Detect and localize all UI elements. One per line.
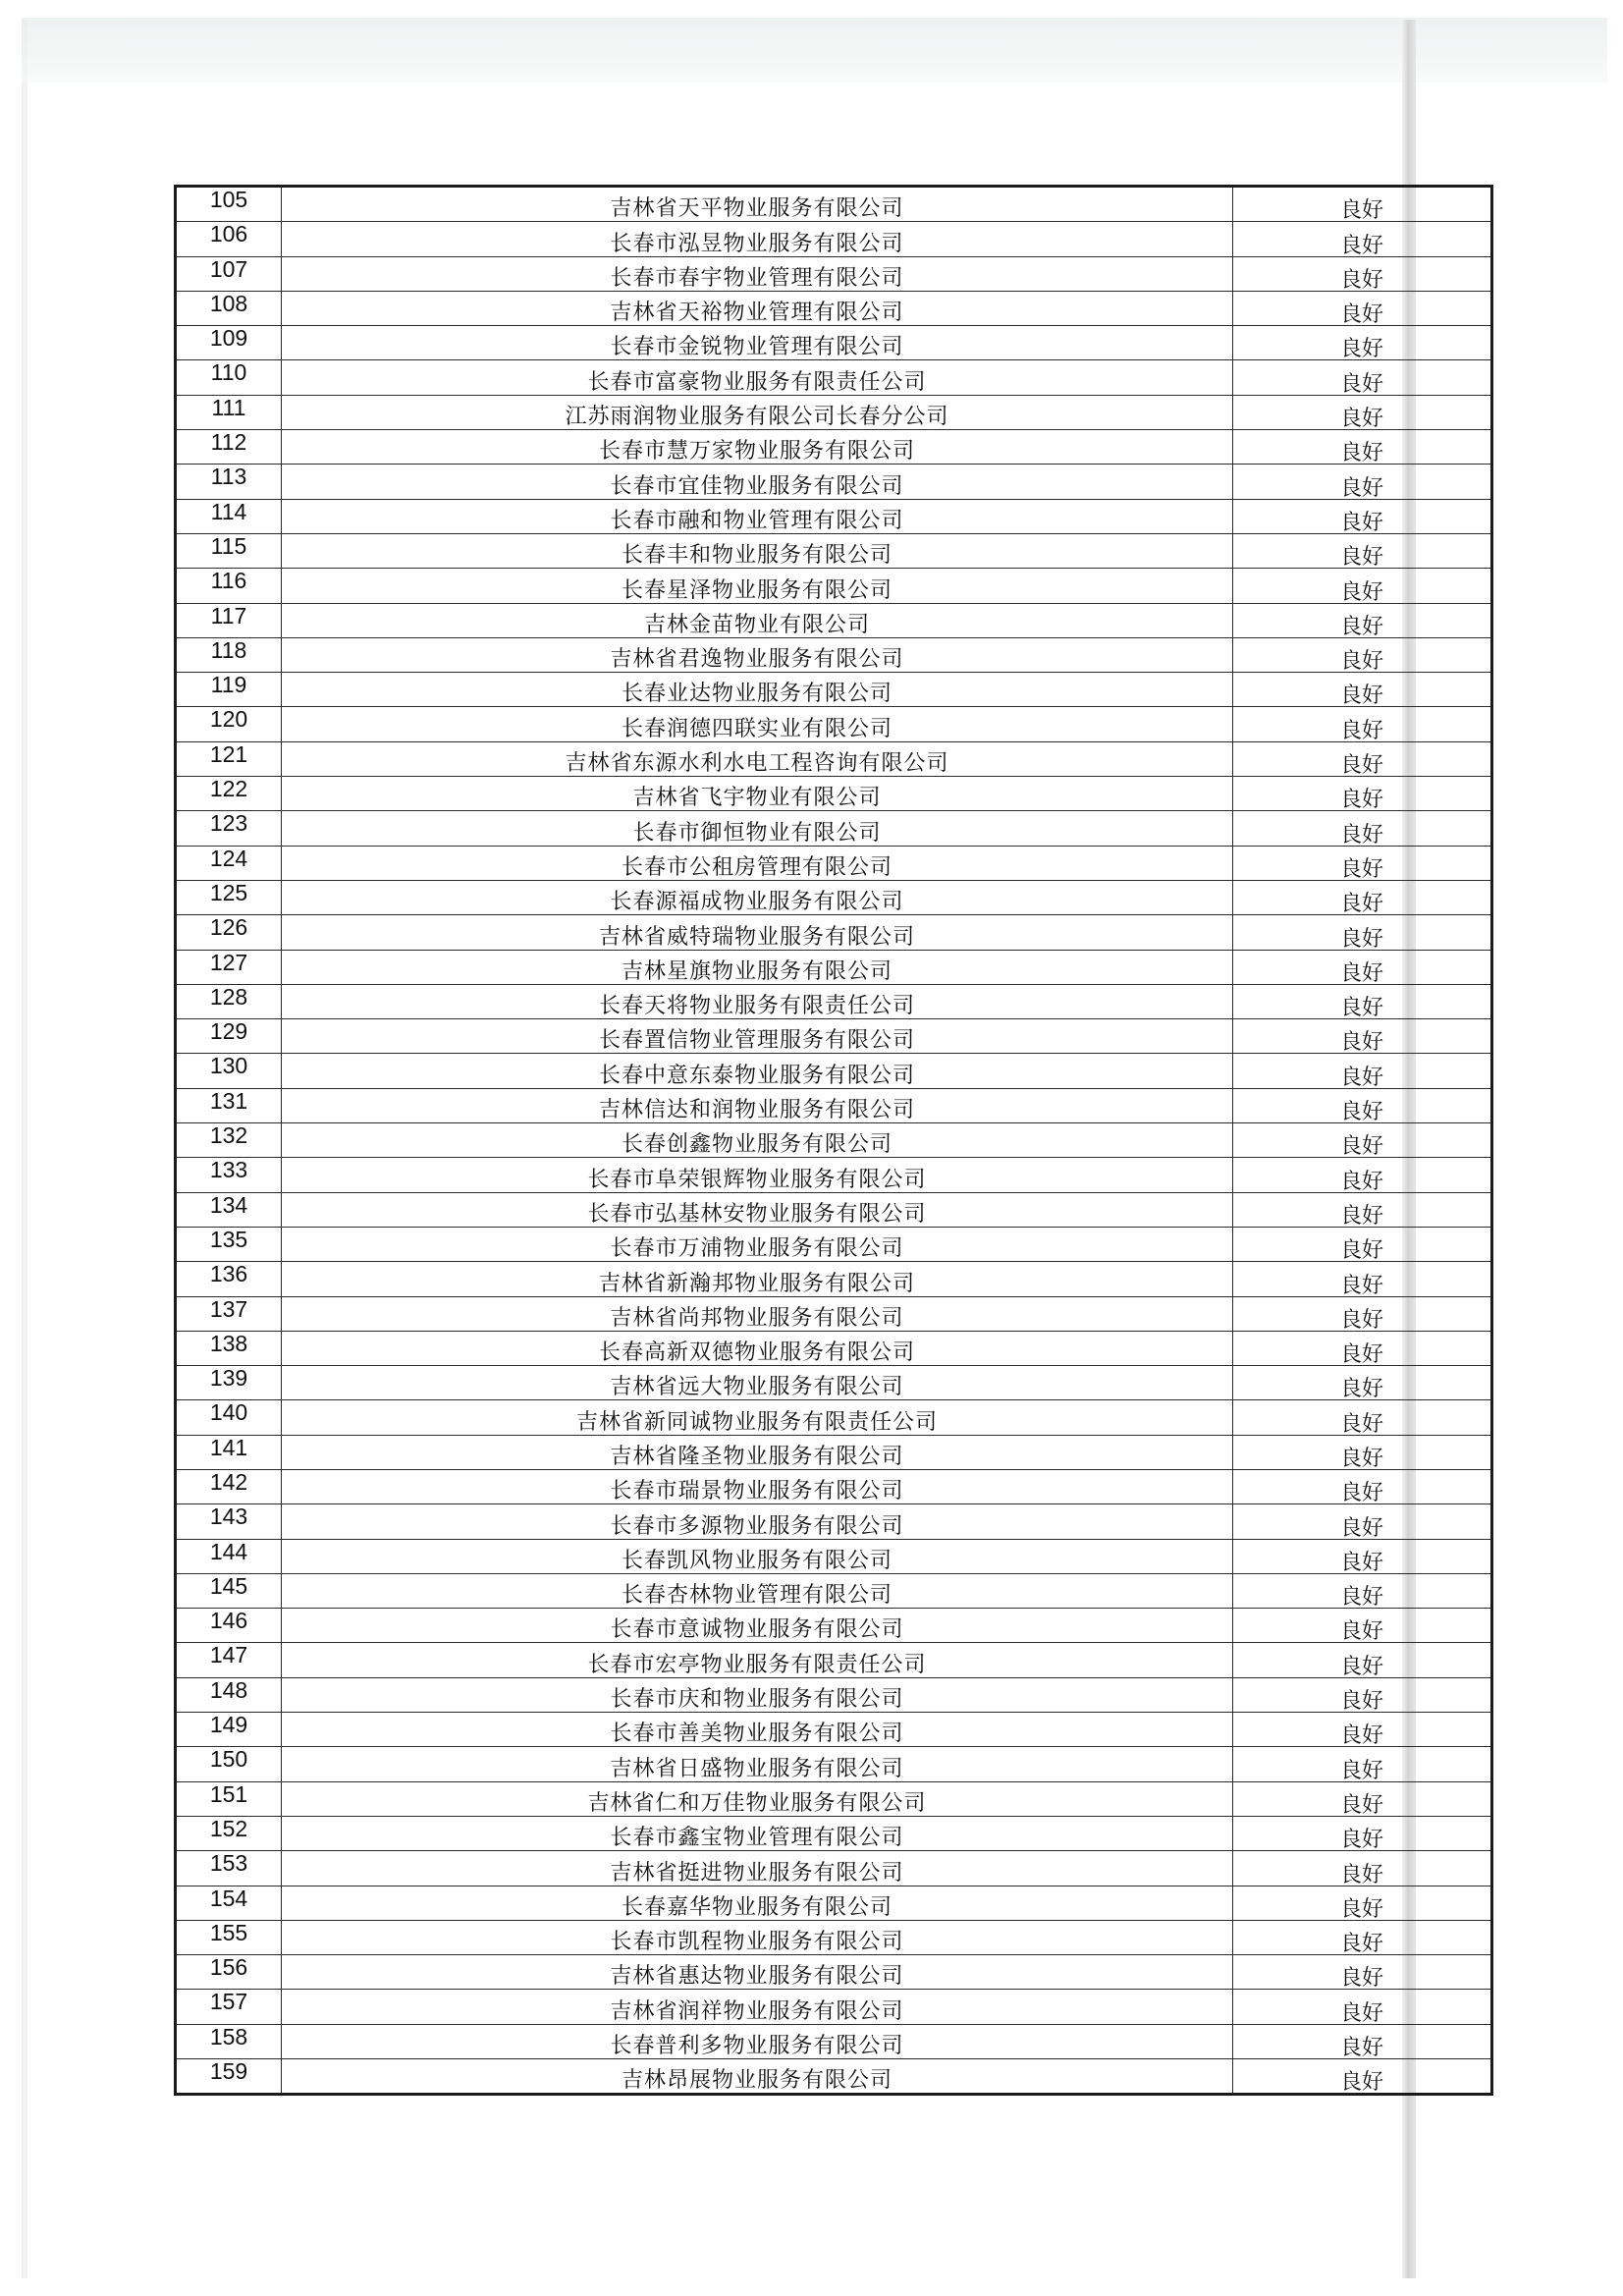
company-name: 长春市金锐物业管理有限公司	[282, 326, 1233, 360]
rating-value: 良好	[1233, 1227, 1492, 1261]
row-number: 117	[176, 603, 282, 637]
company-name: 长春市公租房管理有限公司	[282, 846, 1233, 880]
table-row	[176, 1504, 1492, 1539]
table-row	[176, 1851, 1492, 1886]
rating-value: 良好	[1233, 222, 1492, 256]
row-number: 153	[176, 1851, 282, 1886]
company-name: 长春市宜佳物业服务有限公司	[282, 465, 1233, 499]
company-name: 长春市富豪物业服务有限责任公司	[282, 360, 1233, 395]
company-name: 长春市凯程物业服务有限公司	[282, 1920, 1233, 1954]
rating-value: 良好	[1233, 499, 1492, 533]
table-row	[176, 1296, 1492, 1331]
table-row	[176, 1123, 1492, 1158]
row-number: 111	[176, 395, 282, 429]
row-number: 147	[176, 1643, 282, 1677]
table-row	[176, 637, 1492, 672]
rating-table	[174, 185, 1493, 2096]
rating-table-body	[176, 187, 1492, 2095]
rating-value: 良好	[1233, 569, 1492, 603]
row-number: 106	[176, 222, 282, 256]
rating-value: 良好	[1233, 603, 1492, 637]
table-row	[176, 707, 1492, 741]
company-name: 长春嘉华物业服务有限公司	[282, 1886, 1233, 1920]
table-row	[176, 2059, 1492, 2095]
table-row	[176, 1019, 1492, 1054]
row-number: 128	[176, 984, 282, 1018]
rating-value: 良好	[1233, 811, 1492, 846]
row-number: 140	[176, 1400, 282, 1435]
scan-top-shadow	[22, 18, 1607, 82]
row-number: 130	[176, 1054, 282, 1088]
table-row	[176, 1747, 1492, 1781]
table-row	[176, 291, 1492, 325]
row-number: 121	[176, 741, 282, 776]
scan-left-shadow	[22, 20, 27, 2278]
table-row	[176, 1088, 1492, 1122]
row-number: 146	[176, 1609, 282, 1643]
rating-value: 良好	[1233, 291, 1492, 325]
row-number: 134	[176, 1192, 282, 1227]
table-row	[176, 395, 1492, 429]
row-number: 114	[176, 499, 282, 533]
table-row	[176, 984, 1492, 1018]
rating-value: 良好	[1233, 187, 1492, 222]
table-row	[176, 1262, 1492, 1296]
company-name: 吉林省润祥物业服务有限公司	[282, 1990, 1233, 2024]
company-name: 长春凯风物业服务有限公司	[282, 1539, 1233, 1573]
row-number: 145	[176, 1573, 282, 1608]
table-row	[176, 430, 1492, 465]
rating-value: 良好	[1233, 1366, 1492, 1400]
table-row	[176, 256, 1492, 291]
table-row	[176, 1677, 1492, 1712]
rating-value: 良好	[1233, 533, 1492, 568]
table-row	[176, 360, 1492, 395]
rating-value: 良好	[1233, 465, 1492, 499]
company-name: 长春天将物业服务有限责任公司	[282, 984, 1233, 1018]
company-name: 吉林省挺进物业服务有限公司	[282, 1851, 1233, 1886]
table-row	[176, 673, 1492, 707]
company-name: 长春市融和物业管理有限公司	[282, 499, 1233, 533]
company-name: 长春星泽物业服务有限公司	[282, 569, 1233, 603]
table-row	[176, 465, 1492, 499]
table-row	[176, 777, 1492, 811]
rating-value: 良好	[1233, 915, 1492, 950]
company-name: 吉林省新同诚物业服务有限责任公司	[282, 1400, 1233, 1435]
table-row	[176, 1054, 1492, 1088]
table-row	[176, 1331, 1492, 1365]
company-name: 长春市鑫宝物业管理有限公司	[282, 1816, 1233, 1850]
row-number: 113	[176, 465, 282, 499]
row-number: 125	[176, 880, 282, 914]
rating-value: 良好	[1233, 1643, 1492, 1677]
rating-value: 良好	[1233, 950, 1492, 984]
rating-value: 良好	[1233, 741, 1492, 776]
row-number: 151	[176, 1781, 282, 1816]
rating-value: 良好	[1233, 1816, 1492, 1850]
rating-value: 良好	[1233, 1609, 1492, 1643]
company-name: 长春市慧万家物业服务有限公司	[282, 430, 1233, 465]
row-number: 123	[176, 811, 282, 846]
company-name: 吉林星旗物业服务有限公司	[282, 950, 1233, 984]
table-row	[176, 533, 1492, 568]
table-row	[176, 326, 1492, 360]
company-name: 长春市庆和物业服务有限公司	[282, 1677, 1233, 1712]
company-name: 吉林省远大物业服务有限公司	[282, 1366, 1233, 1400]
table-row	[176, 1816, 1492, 1850]
row-number: 119	[176, 673, 282, 707]
rating-value: 良好	[1233, 673, 1492, 707]
table-row	[176, 1539, 1492, 1573]
company-name: 吉林省飞宇物业有限公司	[282, 777, 1233, 811]
company-name: 吉林省东源水利水电工程咨询有限公司	[282, 741, 1233, 776]
row-number: 116	[176, 569, 282, 603]
row-number: 118	[176, 637, 282, 672]
rating-value: 良好	[1233, 360, 1492, 395]
rating-value: 良好	[1233, 1573, 1492, 1608]
company-name: 长春源福成物业服务有限公司	[282, 880, 1233, 914]
row-number: 131	[176, 1088, 282, 1122]
rating-value: 良好	[1233, 1539, 1492, 1573]
row-number: 139	[176, 1366, 282, 1400]
rating-value: 良好	[1233, 2059, 1492, 2095]
company-name: 长春置信物业管理服务有限公司	[282, 1019, 1233, 1054]
company-name: 吉林省尚邦物业服务有限公司	[282, 1296, 1233, 1331]
row-number: 107	[176, 256, 282, 291]
company-name: 长春市宏亭物业服务有限责任公司	[282, 1643, 1233, 1677]
company-name: 吉林省新瀚邦物业服务有限公司	[282, 1262, 1233, 1296]
row-number: 122	[176, 777, 282, 811]
table-row	[176, 1192, 1492, 1227]
company-name: 吉林省君逸物业服务有限公司	[282, 637, 1233, 672]
rating-value: 良好	[1233, 256, 1492, 291]
table-row	[176, 499, 1492, 533]
row-number: 135	[176, 1227, 282, 1261]
rating-value: 良好	[1233, 326, 1492, 360]
company-name: 长春市泓昱物业服务有限公司	[282, 222, 1233, 256]
company-name: 长春市弘基林安物业服务有限公司	[282, 1192, 1233, 1227]
rating-value: 良好	[1233, 880, 1492, 914]
company-name: 吉林省日盛物业服务有限公司	[282, 1747, 1233, 1781]
row-number: 154	[176, 1886, 282, 1920]
row-number: 158	[176, 2024, 282, 2058]
table-row	[176, 1400, 1492, 1435]
rating-value: 良好	[1233, 1019, 1492, 1054]
row-number: 152	[176, 1816, 282, 1850]
rating-value: 良好	[1233, 1990, 1492, 2024]
table-row	[176, 1227, 1492, 1261]
table-row	[176, 1158, 1492, 1192]
row-number: 110	[176, 360, 282, 395]
rating-value: 良好	[1233, 1781, 1492, 1816]
row-number: 159	[176, 2059, 282, 2095]
row-number: 108	[176, 291, 282, 325]
table-row	[176, 1713, 1492, 1747]
table-row	[176, 1990, 1492, 2024]
company-name: 长春市瑞景物业服务有限公司	[282, 1469, 1233, 1503]
rating-value: 良好	[1233, 984, 1492, 1018]
table-row	[176, 1886, 1492, 1920]
row-number: 120	[176, 707, 282, 741]
table-row	[176, 1469, 1492, 1503]
table-row	[176, 1435, 1492, 1469]
row-number: 112	[176, 430, 282, 465]
row-number: 148	[176, 1677, 282, 1712]
company-name: 长春市御恒物业有限公司	[282, 811, 1233, 846]
row-number: 129	[176, 1019, 282, 1054]
company-name: 吉林省惠达物业服务有限公司	[282, 1955, 1233, 1990]
table-row	[176, 846, 1492, 880]
rating-value: 良好	[1233, 1713, 1492, 1747]
table-row	[176, 2024, 1492, 2058]
company-name: 吉林省仁和万佳物业服务有限公司	[282, 1781, 1233, 1816]
row-number: 150	[176, 1747, 282, 1781]
rating-value: 良好	[1233, 1851, 1492, 1886]
table-row	[176, 1781, 1492, 1816]
rating-value: 良好	[1233, 1054, 1492, 1088]
company-name: 江苏雨润物业服务有限公司长春分公司	[282, 395, 1233, 429]
company-name: 长春业达物业服务有限公司	[282, 673, 1233, 707]
company-name: 长春杏林物业管理有限公司	[282, 1573, 1233, 1608]
rating-value: 良好	[1233, 1192, 1492, 1227]
table-row	[176, 950, 1492, 984]
row-number: 127	[176, 950, 282, 984]
row-number: 143	[176, 1504, 282, 1539]
rating-value: 良好	[1233, 1677, 1492, 1712]
row-number: 109	[176, 326, 282, 360]
row-number: 136	[176, 1262, 282, 1296]
row-number: 138	[176, 1331, 282, 1365]
table-row	[176, 1920, 1492, 1954]
rating-value: 良好	[1233, 1123, 1492, 1158]
rating-value: 良好	[1233, 1262, 1492, 1296]
table-row	[176, 569, 1492, 603]
rating-value: 良好	[1233, 1886, 1492, 1920]
company-name: 长春市春宇物业管理有限公司	[282, 256, 1233, 291]
table-row	[176, 222, 1492, 256]
rating-value: 良好	[1233, 1296, 1492, 1331]
row-number: 137	[176, 1296, 282, 1331]
rating-value: 良好	[1233, 637, 1492, 672]
rating-value: 良好	[1233, 2024, 1492, 2058]
row-number: 144	[176, 1539, 282, 1573]
table-row	[176, 1573, 1492, 1608]
rating-value: 良好	[1233, 1400, 1492, 1435]
row-number: 149	[176, 1713, 282, 1747]
rating-value: 良好	[1233, 1331, 1492, 1365]
rating-value: 良好	[1233, 430, 1492, 465]
company-name: 吉林省隆圣物业服务有限公司	[282, 1435, 1233, 1469]
rating-value: 良好	[1233, 1504, 1492, 1539]
company-name: 长春润德四联实业有限公司	[282, 707, 1233, 741]
row-number: 126	[176, 915, 282, 950]
table-row	[176, 187, 1492, 222]
company-name: 长春高新双德物业服务有限公司	[282, 1331, 1233, 1365]
row-number: 132	[176, 1123, 282, 1158]
company-name: 吉林省天裕物业管理有限公司	[282, 291, 1233, 325]
rating-value: 良好	[1233, 1088, 1492, 1122]
company-name: 长春市阜荣银辉物业服务有限公司	[282, 1158, 1233, 1192]
company-name: 吉林省威特瑞物业服务有限公司	[282, 915, 1233, 950]
row-number: 156	[176, 1955, 282, 1990]
company-name: 长春普利多物业服务有限公司	[282, 2024, 1233, 2058]
rating-value: 良好	[1233, 846, 1492, 880]
row-number: 142	[176, 1469, 282, 1503]
rating-value: 良好	[1233, 1435, 1492, 1469]
table-row	[176, 880, 1492, 914]
table-row	[176, 811, 1492, 846]
rating-value: 良好	[1233, 1955, 1492, 1990]
company-name: 长春创鑫物业服务有限公司	[282, 1123, 1233, 1158]
row-number: 124	[176, 846, 282, 880]
row-number: 133	[176, 1158, 282, 1192]
row-number: 157	[176, 1990, 282, 2024]
table-row	[176, 1609, 1492, 1643]
company-name: 长春市意诚物业服务有限公司	[282, 1609, 1233, 1643]
company-name: 长春市善美物业服务有限公司	[282, 1713, 1233, 1747]
company-name: 长春丰和物业服务有限公司	[282, 533, 1233, 568]
rating-value: 良好	[1233, 777, 1492, 811]
company-name: 长春中意东泰物业服务有限公司	[282, 1054, 1233, 1088]
table-row	[176, 603, 1492, 637]
company-name: 吉林昂展物业服务有限公司	[282, 2059, 1233, 2095]
company-name: 长春市万浦物业服务有限公司	[282, 1227, 1233, 1261]
row-number: 155	[176, 1920, 282, 1954]
rating-value: 良好	[1233, 707, 1492, 741]
row-number: 105	[176, 187, 282, 222]
rating-value: 良好	[1233, 395, 1492, 429]
company-name: 吉林金苗物业有限公司	[282, 603, 1233, 637]
table-row	[176, 1643, 1492, 1677]
table-row	[176, 915, 1492, 950]
company-name: 吉林信达和润物业服务有限公司	[282, 1088, 1233, 1122]
table-row	[176, 1955, 1492, 1990]
rating-value: 良好	[1233, 1747, 1492, 1781]
rating-value: 良好	[1233, 1158, 1492, 1192]
rating-value: 良好	[1233, 1469, 1492, 1503]
row-number: 141	[176, 1435, 282, 1469]
rating-value: 良好	[1233, 1920, 1492, 1954]
company-name: 长春市多源物业服务有限公司	[282, 1504, 1233, 1539]
row-number: 115	[176, 533, 282, 568]
company-name: 吉林省天平物业服务有限公司	[282, 187, 1233, 222]
table-row	[176, 1366, 1492, 1400]
table-row	[176, 741, 1492, 776]
